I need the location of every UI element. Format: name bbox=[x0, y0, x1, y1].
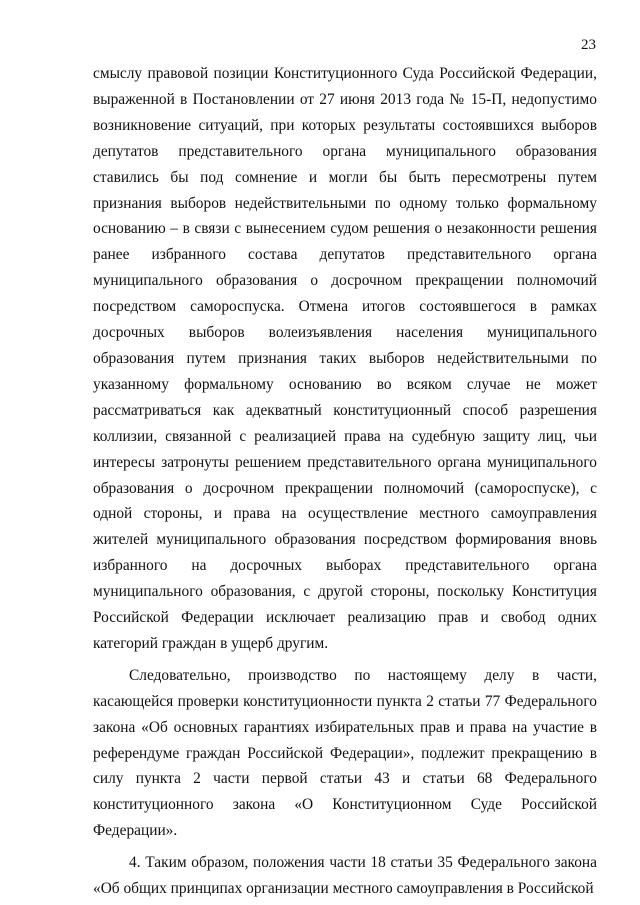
page-number: 23 bbox=[581, 37, 596, 53]
paragraph-conclusion: Следовательно, производство по настоящему делу в части, касающейся проверки конституционности пункта 2 статьи 77 Федерального закона «Об основных гарантиях избирательных прав и права на участие в референдуме граждан Российской Федерации», подлежит прекращению в силу пункта 2 части первой статьи 43 и статьи 68 Федерального конституционного закона «О Конституционном Суде Российской Федерации». bbox=[93, 666, 597, 840]
paragraph-continued: смыслу правовой позиции Конституционного Суда Российской Федерации, выраженной в Постановлении от 27 июня 2013 года № 15-П, недопустимо возникновение ситуаций, при которых результаты состоявшихся выборов депутатов представительного органа муниципального образования ставились бы под сомнение и могли бы быть пересмотрены путем признания выборов недействительными по одному только формальному основанию – в связи с вынесением судом решения о незаконности решения ранее избранного состава депутатов представительного органа муниципального образования о досрочном прекращении полномочий посредством самороспуска. Отмена итогов состоявшегося в рамках досрочных выборов волеизъявления населения муниципального образования путем признания таких выборов недействительными по указанному формальному основанию во всяком случае не может рассматриваться как адекватный конституционный способ разрешения коллизии, связанной с реализацией права на судебную защиту лиц, чьи интересы затронуты решением представительного органа муниципального образования о досрочном прекращении полномочий (самороспуске), с одной стороны, и права на осуществление местного самоуправления жителей муниципального образования посредством формирования вновь избранного на досрочных выборах представительного органа муниципального образования, с другой стороны, поскольку Конституция Российской Федерации исключает реализацию прав и свобод одних категорий граждан в ущерб другим. bbox=[93, 65, 597, 652]
paragraph-item-4: 4. Таким образом, положения части 18 статьи 35 Федерального закона «Об общих принципах организации местного самоуправления в Российской bbox=[93, 854, 597, 898]
document-body bbox=[93, 61, 597, 902]
